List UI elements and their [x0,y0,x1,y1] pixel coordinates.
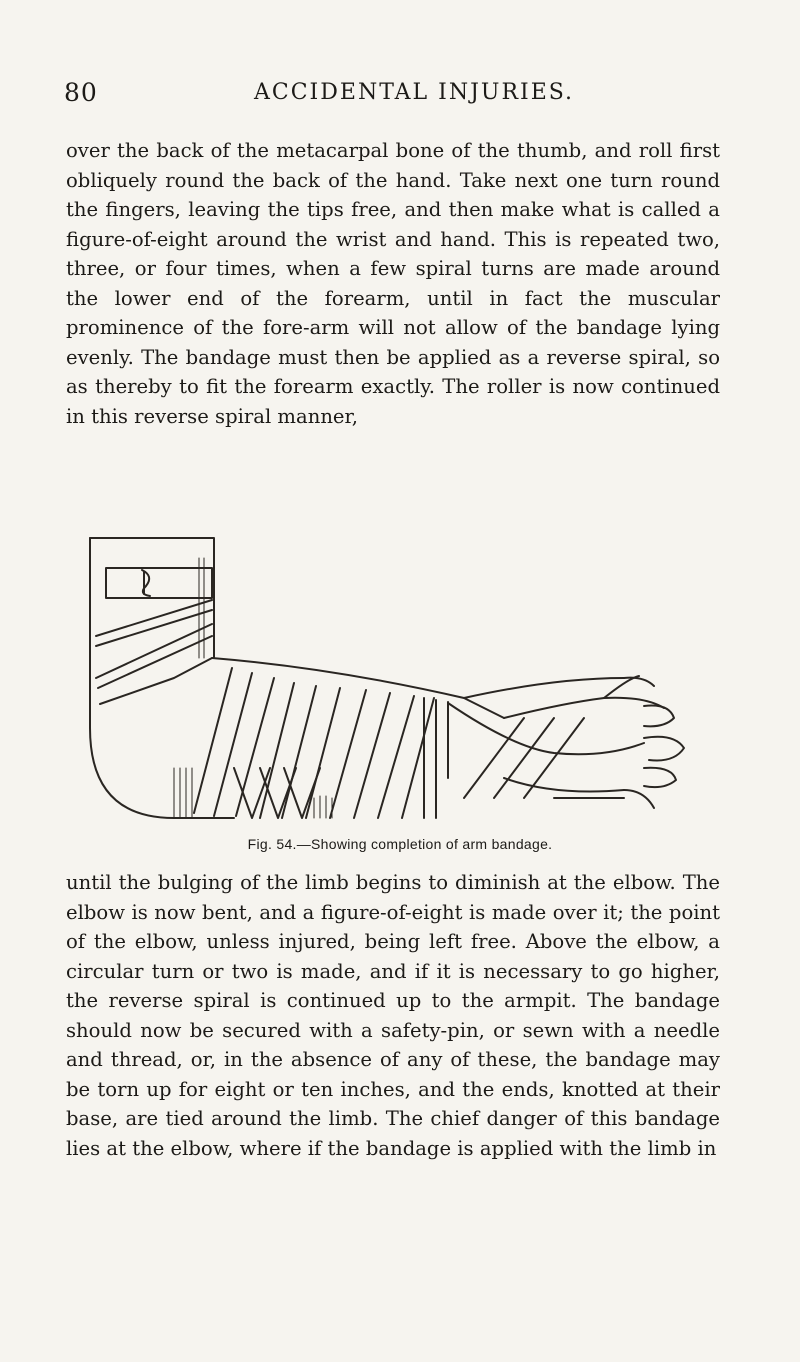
figure-caption: Fig. 54.—Showing completion of arm bandage. [247,836,553,852]
running-title: ACCIDENTAL INJURIES. [254,80,575,105]
page-header [64,78,624,118]
arm-bandage-illustration [84,528,724,828]
body-paragraph-2: until the bulging of the limb begins to diminish at the elbow. The elbow is now bent, and a figure-of-eight is made over it; the point of the elbow, unless injured, being left free. Above the elbow, a circular turn or two is made, and if it is necessary to go higher, the reverse spiral is continued up to the armpit. The bandage should now be secured with a safety-pin, or sewn with a needle and thread, or, in the absence of any of these, the bandage may be torn up for eight or ten inches, and the ends, knotted at their base, are tied around the limb. The chief danger of this bandage lies at the elbow, where if the bandage is applied with the limb in [66,871,720,1160]
body-paragraph-1: over the back of the metacarpal bone of the thumb, and roll first obliquely round the back of the hand. Take next one turn round the fingers, leaving the tips free, and then make what is called a figure-of-eight around the wrist and hand. This is repeated two, three, or four times, when a few spiral turns are made around the lower end of the forearm, until in fact the muscular prominence of the fore-arm will not allow of the bandage lying evenly. The bandage must then be applied as a reverse spiral, so as thereby to fit the forearm exactly. The roller is now continued in this reverse spiral manner, [66,139,720,428]
page-number: 80 [64,78,98,107]
finger-tip [644,737,684,761]
